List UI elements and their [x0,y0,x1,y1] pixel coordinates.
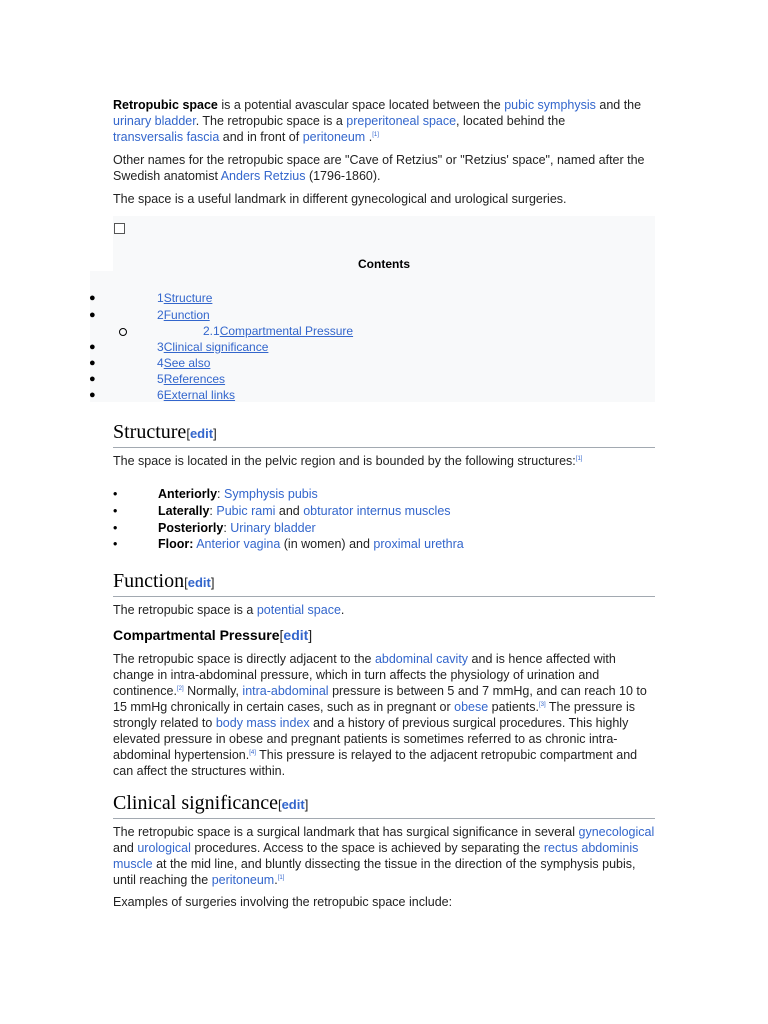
bracket: ] [210,575,215,590]
edit-section [280,627,313,643]
link-pubic-rami[interactable]: Pubic rami [216,504,276,518]
toc-number: 2.1 [203,324,220,338]
edit-section [278,797,308,812]
link-obturator-internus-muscles[interactable]: obturator internus muscles [303,504,451,518]
toc-number: 3 [157,340,164,354]
toc-number: 2 [157,308,164,322]
heading-text: Clinical significance [113,792,278,814]
link-abdominal-cavity[interactable]: abdominal cavity [374,652,469,666]
clinical-examples-intro: Examples of surgeries involving the retropubic space include: [113,895,453,909]
toc-number: 6 [157,388,164,402]
structure-intro [113,453,658,469]
toc-number: 4 [157,356,164,370]
link-peritoneum[interactable]: peritoneum [211,873,275,887]
article-intro [113,97,658,214]
link-urinary-bladder[interactable]: Urinary bladder [230,521,316,535]
edit-section [184,575,214,590]
edit-section [186,426,216,441]
toc-link[interactable]: See also [163,356,211,370]
text: The retropubic space is a [113,603,257,617]
term: Anteriorly [158,487,218,501]
toc-link[interactable]: Clinical significance [163,340,269,354]
text: (in women) and [280,537,374,551]
text: , located behind the [456,114,566,128]
text: and [113,841,138,855]
text: This pressure is relayed to the adjacent retropubic compartment and can affect the structures within. [113,748,638,778]
bullet-icon: ● [89,341,96,353]
term: Posteriorly [158,521,224,535]
text: procedures. Access to the space is achieved by separating the [190,841,544,855]
toc-title: Contents [358,257,410,271]
toc-link[interactable]: References [163,372,226,386]
citation-1[interactable]: [1] [372,131,379,138]
link-urinary-bladder[interactable]: urinary bladder [113,114,196,128]
bullet-icon: ● [89,373,96,385]
text: The retropubic space is a surgical landmark that has surgical significance in several [113,825,579,839]
bullet-icon: ● [89,357,96,369]
text: patients. [488,700,539,714]
text: Other names for the retropubic space are "Cave of Retzius" or "Retzius' space", named after the Swedish anatomist [113,153,645,183]
bracket: [ [277,797,282,812]
link-urological[interactable]: urological [137,841,191,855]
text: The space is located in the pelvic region and is bounded by the following structures: [113,454,576,468]
link-proximal-urethra[interactable]: proximal urethra [373,537,464,551]
intro-paragraph-2 [113,152,658,184]
function-paragraph [113,602,658,618]
term: Laterally [158,504,210,518]
toc-number: 1 [157,291,164,305]
text: : [217,487,224,501]
edit-link[interactable]: edit [283,627,309,643]
text: . [340,603,345,617]
link-symphysis-pubis[interactable]: Symphysis pubis [224,487,318,501]
link-pubic-symphysis[interactable]: pubic symphysis [504,98,596,112]
clinical-paragraph [113,824,658,888]
text: and the [595,98,642,112]
heading-text: Structure [113,421,187,443]
text: . [274,873,278,887]
article-term: Retropubic space [113,98,218,112]
citation-1[interactable]: [1] [575,455,583,462]
text: The pressure is strongly related to [113,700,636,730]
bullet-icon: ● [89,309,96,321]
edit-link[interactable]: edit [187,575,211,590]
text: . The retropubic space is a [195,114,347,128]
text: : [223,521,231,535]
text: Normally, [183,684,243,698]
citation-1[interactable]: [1] [277,874,285,881]
text: and in front of [219,130,303,144]
toc-link[interactable]: Structure [163,291,213,305]
text: and [275,504,304,518]
bullet-icon: • [113,537,118,551]
link-potential-space[interactable]: potential space [256,603,341,617]
text: and a history of previous surgical procedures. This highly elevated pressure in obese and pregnant patients is sometimes referred to as chronic intra-abdominal hypertension. [113,716,629,762]
term: Floor: [158,537,194,551]
heading-text: Compartmental Pressure [113,627,280,643]
edit-link[interactable]: edit [281,797,305,812]
toc-link[interactable]: External links [163,388,236,402]
heading-clinical-significance [113,791,655,819]
link-transversalis-fascia[interactable]: transversalis fascia [113,130,220,144]
toc-toggle-checkbox[interactable] [114,223,125,234]
intro-paragraph-1 [113,97,658,145]
edit-link[interactable]: edit [189,426,214,441]
bracket: [ [279,627,284,643]
text: at the mid line, and bluntly dissecting the tissue in the direction of the symphysis pubis, until reaching the [113,857,636,887]
bullet-icon: ● [89,292,96,304]
link-anterior-vagina[interactable]: Anterior vagina [196,537,281,551]
citation-4[interactable]: [4] [249,749,256,756]
bracket: [ [184,575,188,590]
link-obese[interactable]: obese [454,700,489,714]
text: . [365,130,373,144]
link-intra-abdominal[interactable]: intra-abdominal [242,684,329,698]
table-of-contents [90,216,655,402]
link-peritoneum[interactable]: peritoneum [302,130,366,144]
text: pressure is between 5 and 7 mmHg, and can reach 10 to 15 mmHg chronically in certain cases, such as in pregnant or [113,684,647,714]
heading-compartmental-pressure [113,626,312,644]
link-anders-retzius[interactable]: Anders Retzius [220,169,306,183]
bracket: ] [213,426,217,441]
link-body-mass-index[interactable]: body mass index [215,716,310,730]
text: : [209,504,217,518]
circle-bullet-icon [119,328,127,336]
text: (1796-1860). [305,169,381,183]
link-gynecological[interactable]: gynecological [578,825,655,839]
link-preperitoneal-space[interactable]: preperitoneal space [346,114,457,128]
heading-function [113,569,655,597]
heading-structure [113,420,655,448]
bracket: ] [308,627,313,643]
bullet-icon: • [113,504,118,518]
bullet-icon: ● [89,389,96,401]
bullet-icon: • [113,487,118,501]
bracket: ] [304,797,309,812]
pressure-paragraph [113,651,658,779]
citation-3[interactable]: [3] [538,701,546,708]
bullet-icon: • [113,521,118,535]
bracket: [ [186,426,190,441]
toc-number: 5 [157,372,164,386]
toc-link[interactable]: Compartmental Pressure [219,324,354,338]
link-rectus-abdominis-muscle[interactable]: rectus abdominis muscle [113,841,639,871]
toc-link[interactable]: Function [163,308,210,322]
intro-paragraph-3: The space is a useful landmark in different gynecological and urological surgeries. [113,192,567,206]
heading-text: Function [113,570,185,592]
text: is a potential avascular space located between the [217,98,505,112]
text: and is hence affected with change in intra-abdominal pressure, which in turn affects the physiology of urination and continence. [113,652,616,698]
citation-2[interactable]: [2] [176,685,184,692]
text: The retropubic space is directly adjacent to the [113,652,375,666]
